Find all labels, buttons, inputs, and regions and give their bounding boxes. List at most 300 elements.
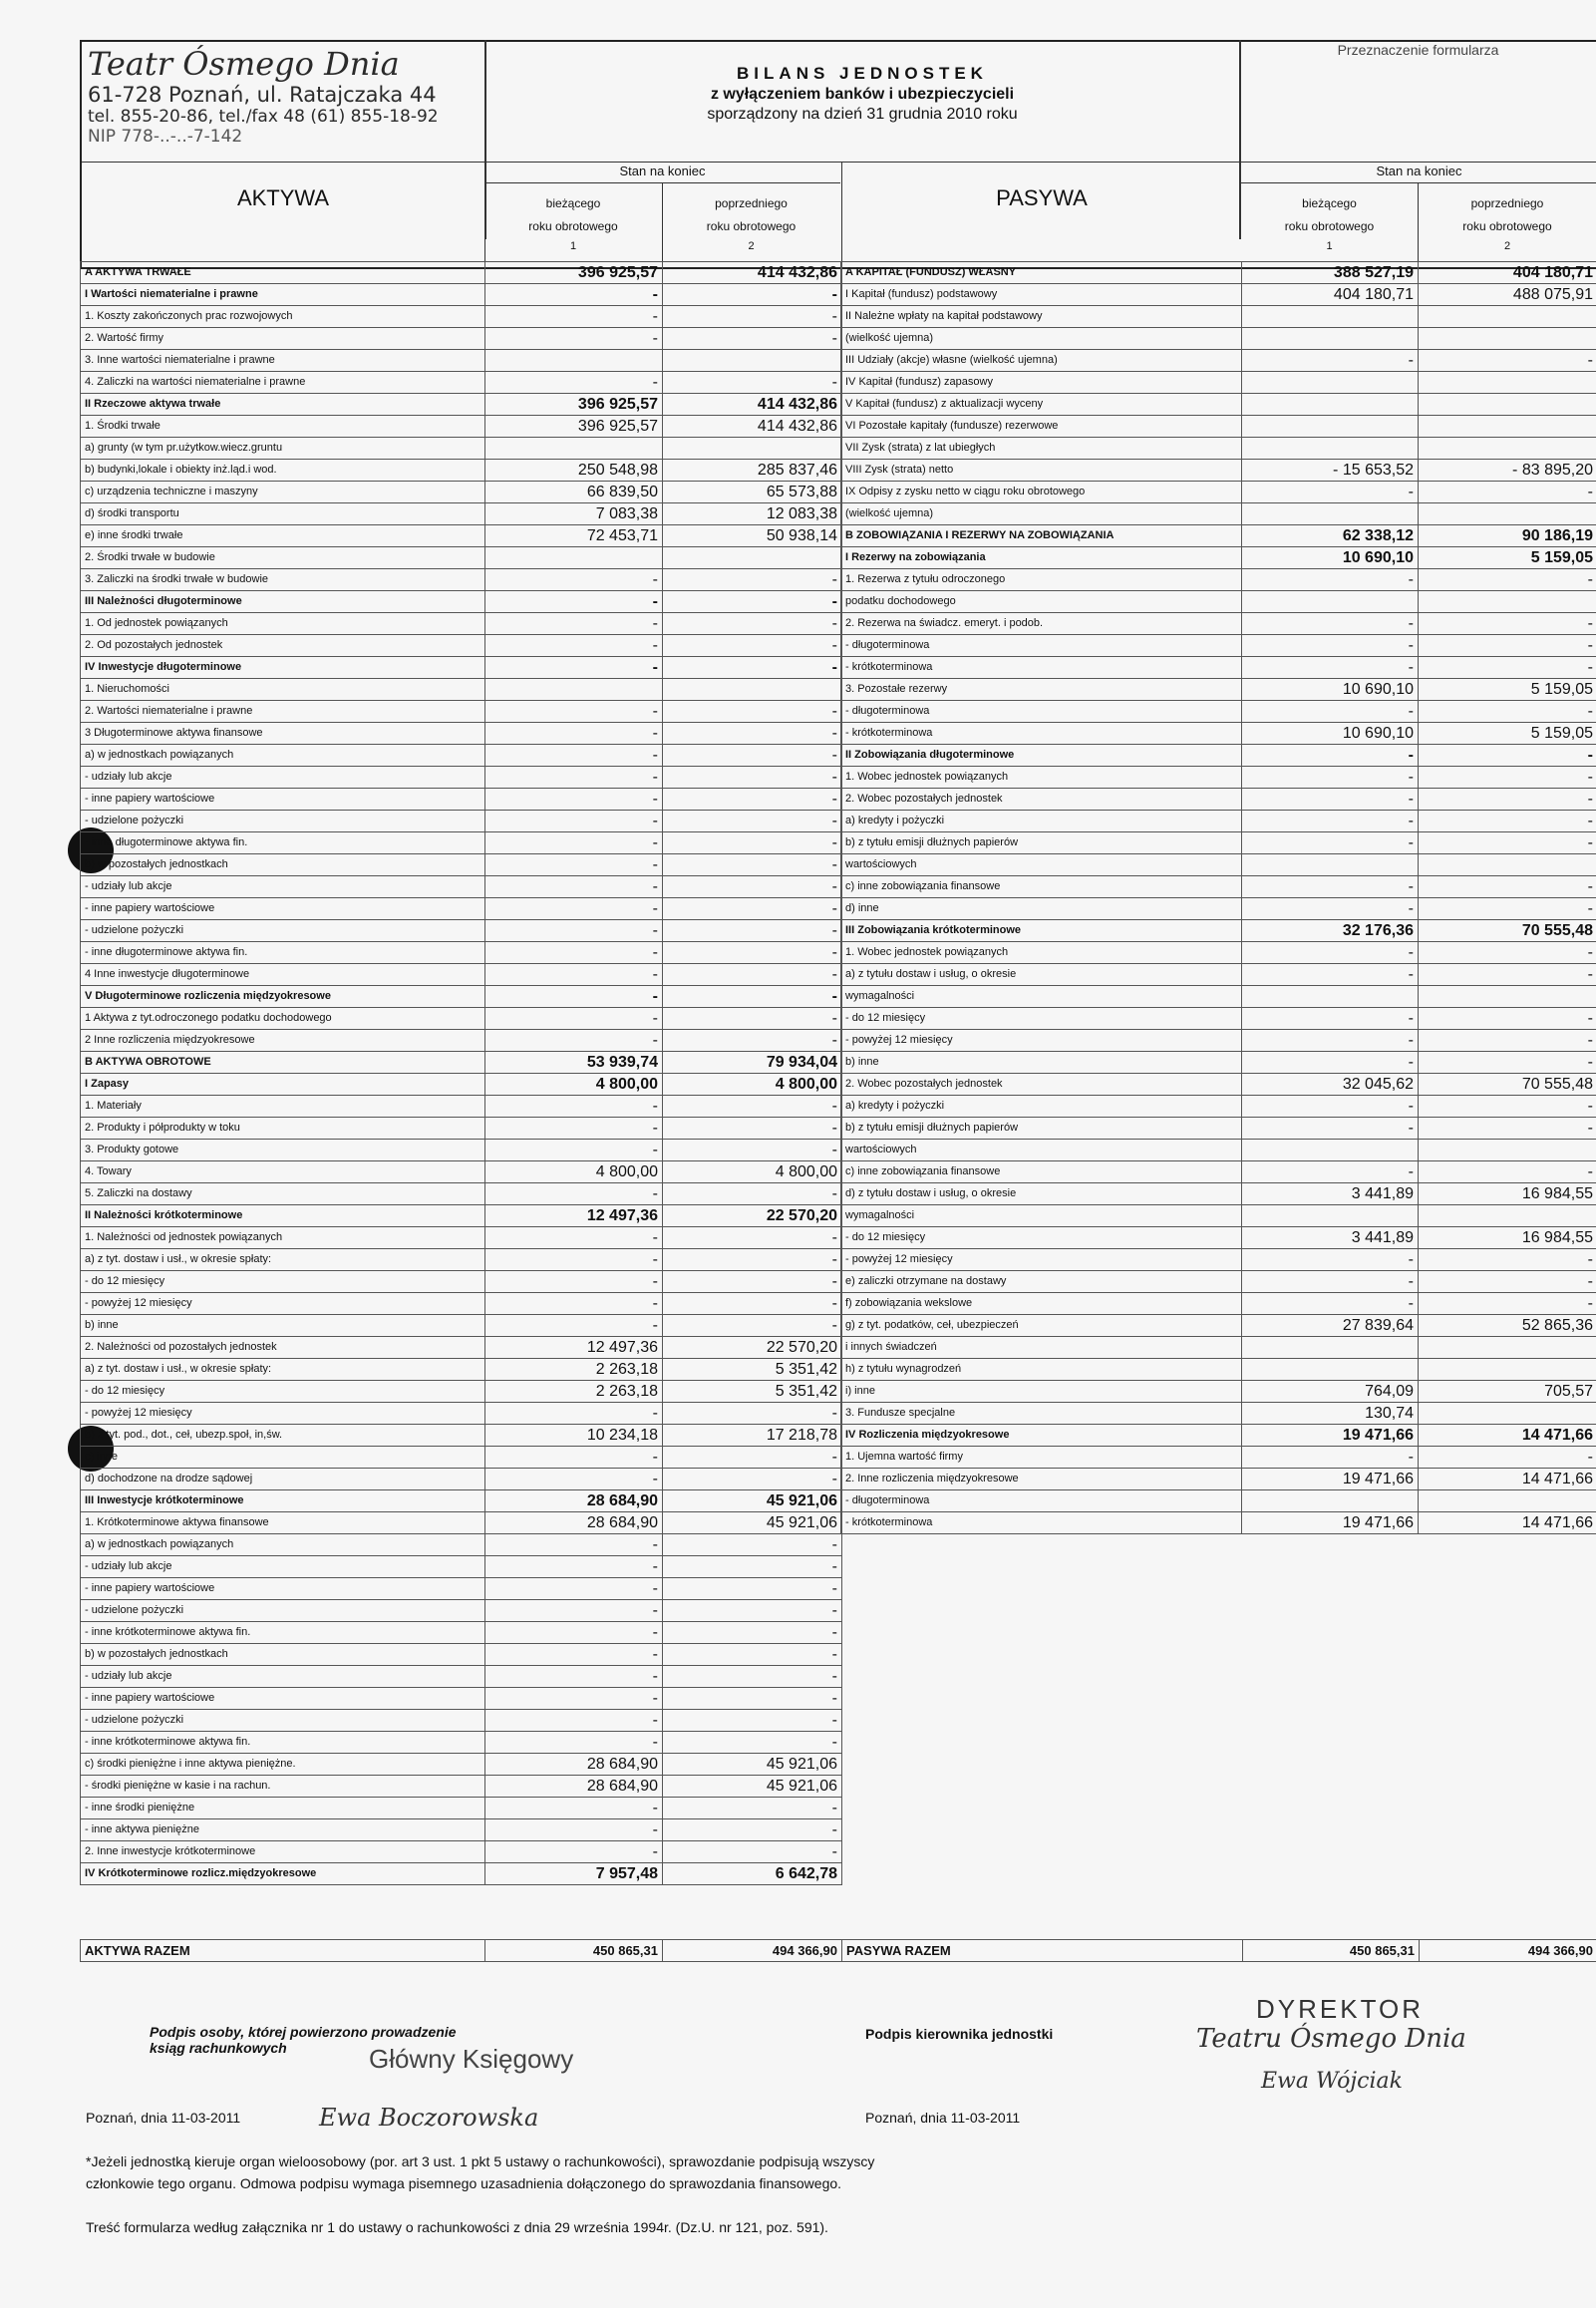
previous-year-value: - [1419,1008,1596,1030]
aktywa-row [81,1249,842,1271]
totals-table [80,1939,1596,1962]
place-date-right: Poznań, dnia 11-03-2011 [865,2110,1021,2126]
previous-year-value: 22 570,20 [663,1205,842,1227]
current-year-value: - [485,986,663,1008]
current-year-value: - [485,1469,663,1490]
current-year-value: 10 234,18 [485,1425,663,1447]
pasywa-row [841,1490,1596,1512]
current-year-value: - [1242,635,1419,657]
aktywa-razem-previous: 494 366,90 [663,1940,842,1962]
pasywa-row [841,942,1596,964]
aktywa-row [81,1118,842,1140]
current-year-value [1242,854,1419,876]
current-year-value: - [1242,1008,1419,1030]
current-year-value: - [1242,613,1419,635]
current-year-value: - [485,767,663,789]
row-label: - inne papiery wartościowe [81,1688,485,1710]
current-year-value: - [485,1710,663,1732]
row-label: b) inne [841,1052,1242,1074]
accountant-signature: Ewa Boczorowska [319,2104,539,2132]
current-year-value: 19 471,66 [1242,1512,1419,1534]
current-year-value: 32 045,62 [1242,1074,1419,1096]
previous-year-value: - [663,1710,842,1732]
row-label: a) w jednostkach powiązanych [81,745,485,767]
current-year-value: - [485,613,663,635]
previous-year-value: 45 921,06 [663,1754,842,1776]
previous-year-value: - [663,1644,842,1666]
previous-year-value: - [663,284,842,306]
current-year-value: 10 690,10 [1242,679,1419,701]
current-year-value [1242,1337,1419,1359]
current-year-value [1242,986,1419,1008]
pasywa-razem-previous: 494 366,90 [1420,1940,1596,1962]
current-year-value: 7 083,38 [485,503,663,525]
previous-year-value: 705,57 [1419,1381,1596,1403]
aktywa-row [81,1490,842,1512]
current-year-value: 12 497,36 [485,1337,663,1359]
aktywa-row [81,767,842,789]
previous-year-value: 16 984,55 [1419,1227,1596,1249]
aktywa-row [81,1556,842,1578]
totals-row [81,1940,1596,1962]
current-year-value: 388 527,19 [1242,262,1419,284]
row-label: 1. Rezerwa z tytułu odroczonego [841,569,1242,591]
previous-year-value: 12 083,38 [663,503,842,525]
row-label: 1. Wobec jednostek powiązanych [841,767,1242,789]
previous-year-value: - [1419,767,1596,789]
aktywa-row [81,876,842,898]
previous-year-value: - [663,701,842,723]
current-year-value: 396 925,57 [485,416,663,438]
row-label: 3 Długoterminowe aktywa finansowe [81,723,485,745]
current-year-value: - [1242,964,1419,986]
pasywa-row [841,767,1596,789]
row-label: - inne aktywa pieniężne [81,1819,485,1841]
row-label: 2. Inne inwestycje krótkoterminowe [81,1841,485,1863]
row-label: 1. Wobec jednostek powiązanych [841,942,1242,964]
aktywa-row [81,613,842,635]
aktywa-row [81,591,842,613]
previous-year-value: - [663,1030,842,1052]
previous-year-value: 79 934,04 [663,1052,842,1074]
previous-year-value: - [1419,964,1596,986]
row-label: a) z tyt. dostaw i usł., w okresie spłaty: [81,1359,485,1381]
pasywa-row [841,964,1596,986]
stan-label-left: Stan na koniec [619,164,706,178]
previous-year-value: 5 351,42 [663,1381,842,1403]
footnote-line-2: członkowie tego organu. Odmowa podpisu wymaga pisemnego uzasadnienia dołączonego do sprawozdania finansowego. [86,2175,842,2191]
previous-year-value [1419,1490,1596,1512]
row-label: - krótkoterminowa [841,657,1242,679]
row-label: III Udziały (akcje) własne (wielkość ujemna) [841,350,1242,372]
row-label: f) zobowiązania wekslowe [841,1293,1242,1315]
aktywa-row [81,1622,842,1644]
current-year-value: 2 263,18 [485,1359,663,1381]
previous-year-value: - [1419,1052,1596,1074]
row-label: VI Pozostałe kapitały (fundusze) rezerwowe [841,416,1242,438]
aktywa-row [81,1359,842,1381]
row-label: - inne długoterminowe aktywa fin. [81,942,485,964]
pasywa-row [841,1359,1596,1381]
current-year-value: - [485,964,663,986]
previous-year-value: - [663,1008,842,1030]
current-year-value: 3 441,89 [1242,1183,1419,1205]
aktywa-row [81,1512,842,1534]
row-label: IX Odpisy z zysku netto w ciągu roku obrotowego [841,482,1242,503]
current-year-value: - [485,723,663,745]
row-label: - krótkoterminowa [841,1512,1242,1534]
previous-year-value: - [1419,1249,1596,1271]
row-label: 2. Inne rozliczenia międzyokresowe [841,1469,1242,1490]
row-label: a) kredyty i pożyczki [841,1096,1242,1118]
previous-year-value: - [663,811,842,832]
current-year-value: - [485,1556,663,1578]
pasywa-row [841,525,1596,547]
current-year-value: - [1242,1293,1419,1315]
row-label: wartościowych [841,1140,1242,1161]
row-label: (wielkość ujemna) [841,328,1242,350]
aktywa-row [81,635,842,657]
aktywa-row [81,1381,842,1403]
current-year-value: 19 471,66 [1242,1469,1419,1490]
current-year-value: - [485,1666,663,1688]
current-year-value [1242,591,1419,613]
aktywa-row [81,1863,842,1885]
row-label: e) zaliczki otrzymane na dostawy [841,1271,1242,1293]
current-year-value: 28 684,90 [485,1490,663,1512]
stamp-organization: Teatr Ósmego Dnia 61-728 Poznań, ul. Ratajczaka 44 tel. 855-20-86, tel./fax 48 (61) 855-18-92 NIP 778-..-..-7-142 [88,45,439,147]
row-label: II Rzeczowe aktywa trwałe [81,394,485,416]
pasywa-row [841,1227,1596,1249]
row-label: II Należne wpłaty na kapitał podstawowy [841,306,1242,328]
row-label: d) z tytułu dostaw i usług, o okresie [841,1183,1242,1205]
row-label: c) inne [81,1447,485,1469]
aktywa-row [81,1425,842,1447]
previous-year-value: - [663,1798,842,1819]
row-label: 3. Pozostałe rezerwy [841,679,1242,701]
row-label: - inne papiery wartościowe [81,898,485,920]
row-label: III Należności długoterminowe [81,591,485,613]
previous-year-value: - [663,1293,842,1315]
pasywa-row [841,789,1596,811]
pasywa-row [841,1271,1596,1293]
pasywa-row [841,1183,1596,1205]
previous-year-value: - [663,964,842,986]
current-year-value: - [1242,657,1419,679]
previous-year-value: - [663,1315,842,1337]
document-title: BILANS JEDNOSTEK z wyłączeniem banków i ubezpieczycieli sporządzony na dzień 31 grudnia 2010 roku [707,64,1018,123]
current-year-value: 3 441,89 [1242,1227,1419,1249]
previous-year-value [1419,394,1596,416]
row-label: b) z tyt. pod., dot., ceł, ubezp.społ, in,św. [81,1425,485,1447]
aktywa-row [81,1600,842,1622]
row-label: 1. Należności od jednostek powiązanych [81,1227,485,1249]
pasywa-row [841,372,1596,394]
previous-year-value: - [663,1819,842,1841]
previous-year-value: 414 432,86 [663,394,842,416]
aktywa-row [81,898,842,920]
previous-year-value [1419,503,1596,525]
current-year-value: - [485,328,663,350]
previous-year-value: - [663,942,842,964]
current-year-value: - [1242,811,1419,832]
previous-year-value: 4 800,00 [663,1074,842,1096]
row-label: 2. Wobec pozostałych jednostek [841,789,1242,811]
row-label: 3. Inne wartości niematerialne i prawne [81,350,485,372]
pasywa-table [840,261,1596,1534]
aktywa-row [81,964,842,986]
previous-year-value: - [663,745,842,767]
previous-year-value: 16 984,55 [1419,1183,1596,1205]
aktywa-row [81,745,842,767]
previous-year-value: - [663,723,842,745]
previous-year-value: - [1419,350,1596,372]
current-year-value: 66 839,50 [485,482,663,503]
pasywa-row [841,591,1596,613]
current-year-value [1242,503,1419,525]
aktywa-row [81,1776,842,1798]
previous-year-value: - [663,1403,842,1425]
pasywa-row [841,898,1596,920]
row-label: - inne środki pieniężne [81,1798,485,1819]
row-label: - długoterminowa [841,635,1242,657]
previous-year-value: - [1419,1271,1596,1293]
current-year-value: - [1242,701,1419,723]
previous-year-value [1419,1337,1596,1359]
aktywa-row [81,1754,842,1776]
row-label: 2. Wartości niematerialne i prawne [81,701,485,723]
current-year-value: - [1242,1161,1419,1183]
current-year-value: 10 690,10 [1242,547,1419,569]
pasywa-row [841,635,1596,657]
previous-year-value: - [663,1118,842,1140]
previous-year-value: - [1419,569,1596,591]
current-year-value: - [485,811,663,832]
pasywa-row [841,854,1596,876]
aktywa-razem-label: AKTYWA RAZEM [81,1940,485,1962]
pasywa-row [841,1512,1596,1534]
row-label: B ZOBOWIĄZANIA I REZERWY NA ZOBOWIĄZANIA [841,525,1242,547]
previous-year-value: - [663,1183,842,1205]
pasywa-heading: PASYWA [996,185,1088,210]
aktywa-row [81,723,842,745]
row-label: - długoterminowa [841,701,1242,723]
previous-year-value: - [663,789,842,811]
aktywa-row [81,1688,842,1710]
previous-year-value: 5 351,42 [663,1359,842,1381]
current-year-value: - [485,1732,663,1754]
pasywa-row [841,1249,1596,1271]
row-label: I Rezerwy na zobowiązania [841,547,1242,569]
previous-year-value: 14 471,66 [1419,1425,1596,1447]
current-year-value: - [485,1403,663,1425]
aktywa-row [81,854,842,876]
pasywa-row [841,1315,1596,1337]
row-label: - długoterminowa [841,1490,1242,1512]
row-label: 3. Produkty gotowe [81,1140,485,1161]
row-label: - udziały lub akcje [81,1556,485,1578]
current-year-value: - [485,1183,663,1205]
current-year-value: - [485,1819,663,1841]
row-label: a) z tytułu dostaw i usług, o okresie [841,964,1242,986]
aktywa-row [81,1140,842,1161]
row-label: - do 12 miesięcy [81,1381,485,1403]
previous-year-value: 14 471,66 [1419,1469,1596,1490]
previous-year-value: 488 075,91 [1419,284,1596,306]
current-year-value: - [1242,1030,1419,1052]
row-label: 2. Od pozostałych jednostek [81,635,485,657]
current-year-value [1242,306,1419,328]
signature-label-left: Podpis osoby, której powierzono prowadzenie ksiąg rachunkowych [150,2024,457,2056]
previous-year-value [663,438,842,460]
row-label: - inne krótkoterminowe aktywa fin. [81,1622,485,1644]
pasywa-row [841,503,1596,525]
previous-year-value: - [663,854,842,876]
previous-year-value: - [663,832,842,854]
row-label: II Zobowiązania długoterminowe [841,745,1242,767]
previous-year-value: - [663,1688,842,1710]
previous-year-value: - [663,1622,842,1644]
current-year-value: - [485,1600,663,1622]
previous-year-value: 52 865,36 [1419,1315,1596,1337]
pasywa-row [841,986,1596,1008]
previous-year-value: - [1419,811,1596,832]
row-label: wartościowych [841,854,1242,876]
current-year-value: - [485,1118,663,1140]
previous-year-value: - [663,591,842,613]
row-label: b) w pozostałych jednostkach [81,854,485,876]
previous-year-value: 65 573,88 [663,482,842,503]
pasywa-row [841,394,1596,416]
previous-year-value: - [663,635,842,657]
row-label: III Inwestycje krótkoterminowe [81,1490,485,1512]
previous-year-value: 70 555,48 [1419,1074,1596,1096]
previous-year-value: - [663,569,842,591]
current-year-value: 4 800,00 [485,1161,663,1183]
aktywa-row [81,438,842,460]
row-label: - inne papiery wartościowe [81,789,485,811]
row-label: 2. Rezerwa na świadcz. emeryt. i podob. [841,613,1242,635]
current-year-value: - [1242,1271,1419,1293]
aktywa-row [81,679,842,701]
previous-year-value [663,350,842,372]
current-year-value: - [485,1249,663,1271]
current-year-value: - [485,657,663,679]
current-year-value [1242,438,1419,460]
row-label: 2. Wartość firmy [81,328,485,350]
current-year-value: 404 180,71 [1242,284,1419,306]
previous-year-value [1419,372,1596,394]
current-year-value: - [485,1271,663,1293]
row-label: c) inne zobowiązania finansowe [841,1161,1242,1183]
previous-year-value: 45 921,06 [663,1512,842,1534]
previous-year-value: - [1419,657,1596,679]
current-year-value: - [485,306,663,328]
place-date-left: Poznań, dnia 11-03-2011 [86,2110,241,2126]
previous-year-value: - [663,1578,842,1600]
aktywa-row [81,1271,842,1293]
pasywa-row [841,701,1596,723]
current-year-value [1242,1359,1419,1381]
previous-year-value: 70 555,48 [1419,920,1596,942]
aktywa-row [81,1447,842,1469]
row-label: 5. Zaliczki na dostawy [81,1183,485,1205]
current-year-value: - [485,635,663,657]
row-label: 1. Od jednostek powiązanych [81,613,485,635]
pasywa-row [841,832,1596,854]
aktywa-row [81,328,842,350]
previous-year-value: 22 570,20 [663,1337,842,1359]
row-label: 3. Fundusze specjalne [841,1403,1242,1425]
aktywa-table [80,261,842,1885]
row-label: 1 Aktywa z tyt.odroczonego podatku dochodowego [81,1008,485,1030]
row-label: - udziały lub akcje [81,876,485,898]
row-label: - udzielone pożyczki [81,1600,485,1622]
current-year-value: - [485,591,663,613]
current-year-value: - [1242,482,1419,503]
previous-year-value: - [1419,701,1596,723]
row-label: V Długoterminowe rozliczenia międzyokresowe [81,986,485,1008]
aktywa-row [81,986,842,1008]
aktywa-row [81,482,842,503]
current-year-value: - [485,898,663,920]
current-year-value: - [1242,1249,1419,1271]
current-year-value [485,350,663,372]
aktywa-row [81,1008,842,1030]
row-label: VIII Zysk (strata) netto [841,460,1242,482]
row-label: g) z tyt. podatków, ceł, ubezpieczeń [841,1315,1242,1337]
row-label: b) w pozostałych jednostkach [81,1644,485,1666]
row-label: b) z tytułu emisji dłużnych papierów [841,1118,1242,1140]
row-label: a) w jednostkach powiązanych [81,1534,485,1556]
pasywa-row [841,679,1596,701]
pasywa-row [841,657,1596,679]
previous-year-value: - [1419,635,1596,657]
previous-year-value: - [663,1841,842,1863]
row-label: - powyżej 12 miesięcy [81,1403,485,1425]
previous-year-value: - [1419,876,1596,898]
aktywa-row [81,920,842,942]
aktywa-row [81,1293,842,1315]
row-label: a) kredyty i pożyczki [841,811,1242,832]
aktywa-row [81,460,842,482]
current-year-value: 10 690,10 [1242,723,1419,745]
current-year-value: - [485,1227,663,1249]
pasywa-row [841,262,1596,284]
aktywa-row [81,1798,842,1819]
row-label: podatku dochodowego [841,591,1242,613]
previous-year-value [1419,416,1596,438]
aktywa-row [81,284,842,306]
previous-year-value: - [663,1227,842,1249]
current-year-value [485,547,663,569]
row-label: B AKTYWA OBROTOWE [81,1052,485,1074]
legal-basis-note: Treść formularza według załącznika nr 1 do ustawy o rachunkowości z dnia 29 września 1994r. (Dz.U. nr 121, poz. 591). [86,2219,828,2235]
row-label: - udzielone pożyczki [81,1710,485,1732]
previous-year-value: - [663,920,842,942]
previous-year-value [1419,1359,1596,1381]
current-year-value: - [1242,1052,1419,1074]
document-page: Teatr Ósmego Dnia 61-728 Poznań, ul. Ratajczaka 44 tel. 855-20-86, tel./fax 48 (61) 855-18-92 NIP 778-..-..-7-142 BILANS JEDNOSTEK z wyłączeniem banków i ubezpieczycieli sporządzony na dzień 31 grudnia 2010 roku Przeznaczenie formularza AKTYWA PASYWA Stan na koniec bieżącego roku obrotowego poprzedniego roku obrotowego 1 2 Stan na koniec bieżącego roku obrotowego poprzedniego roku obrotowego 1 2 A AKTYWA TRWAŁE 396 925,57 414 432,86 I Wartości niematerialne i prawne - - 1. Koszty zakończonych prac rozwojowych - - 2. Wartość firmy - - 3. Inne wartości niematerialne i prawne 4. Zaliczki na wartości niematerialne i prawne - - II Rzeczowe aktywa trwałe 396 925,57 414 432,86 1. Środki trwałe 396 925,57 414 432,86 a) grunty (w tym pr.użytkow.wiecz.gruntu b) budynki,lokale i obiekty inż.ląd.i wod. 250 548,98 285 837,46 c) urządzenia techniczne i maszyny 66 839,50 65 573,88 d) środki transportu 7 083,38 12 083,38 e) inne środki trwałe 72 453,71 50 938,14 2. Środki trwałe w budowie 3. Zaliczki na środki trwałe w budowie - - III Należności długoterminowe - - 1. Od jednostek powiązanych - - 2. Od pozostałych jednostek - - IV Inwestycje długoterminowe - - 1. Nieruchomości 2. Wartości niematerialne i prawne - - 3 Długoterminowe aktywa finansowe - - a) w jednostkach powiązanych - - - udziały lub akcje - - - inne papiery wartościowe - - - udzielone pożyczki - - - inne długoterminowe aktywa fin. - - b) w pozostałych jednostkach - - - udziały lub akcje - - - inne papiery wartościowe - - - udzielone pożyczki - - - inne długoterminowe aktywa fin. - - 4 Inne inwestycje długoterminowe - - V Długoterminowe rozliczenia międzyokresowe - - 1 Aktywa z tyt.odroczonego podatku dochodowego - - 2 Inne rozliczenia międzyokresowe - - B AKTYWA OBROTOWE 53 939,74 79 934,04 I Zapasy 4 800,00 4 800,00 1. Materiały - - 2. Produkty i półprodukty w toku - - 3. Produkty gotowe - - 4. Towary 4 800,00 4 800,00 5. Zaliczki na dostawy - - II Należności krótkoterminowe 12 497,36 22 570,20 1. Należności od jednostek powiązanych - - a) z tyt. dostaw i usł., w okresie spłaty: - - - do 12 miesięcy - - - powyżej 12 miesięcy - - b) inne - - 2. Należności od pozostałych jednostek 12 497,36 22 570,20 a) z tyt. dostaw i usł., w okresie spłaty: 2 263,18 5 351,42 - do 12 miesięcy 2 263,18 5 351,42 - powyżej 12 miesięcy - - b) z tyt. pod., dot., ceł, ubezp.społ, in,św. 10 234,18 17 218,78 c) inne - - d) dochodzone na drodze sądowej - - III Inwestycje krótkoterminowe 28 684,90 45 921,06 1. Krótkoterminowe aktywa finansowe 28 684,90 45 921,06 a) w jednostkach powiązanych - - - udziały lub akcje - - - inne papiery wartościowe - - - udzielone pożyczki - - - inne krótkoterminowe aktywa fin. - - b) w pozostałych jednostkach - - - udziały lub akcje - - - inne papiery wartościowe - - - udzielone pożyczki - - - inne krótkoterminowe aktywa fin. - - c) środki pieniężne i inne aktywa pieniężne. 28 684,90 45 921,06 - środki pieniężne w kasie i na rachun. 28 684,90 45 921,06 - inne środki pieniężne - - - inne aktywa pieniężne - - 2. Inne inwestycje krótkoterminowe - - IV Krótkoterminowe rozlicz.międzyokresowe 7 957,48 6 642,78 A KAPITAŁ (FUNDUSZ) WŁASNY 388 527,19 404 180,71 I Kapitał (fundusz) podstawowy 404 180,71 488 075,91 II Należne wpłaty na kapitał podstawowy (wielkość ujemna) III Udziały (akcje) własne (wielkość ujemna) - - IV Kapitał (fundusz) zapasowy V Kapitał (fundusz) z aktualizacji wyceny VI Pozostałe kapitały (fundusze) rezerwowe VII Zysk (strata) z lat ubiegłych VIII Zysk (strata) netto - 15 653,52 - 83 895,20 IX Odpisy z zysku netto w ciągu roku obrotowego - - (wielkość ujemna) B ZOBOWIĄZANIA I REZERWY NA ZOBOWIĄZANIA 62 338,12 90 186,19 I Rezerwy na zobowiązania 10 690,10 5 159,05 1. Rezerwa z tytułu odroczonego - - podatku dochodowego 2. Rezerwa na świadcz. emeryt. i podob. - - - długoterminowa - - - krótkoterminowa - - 3. Pozostałe rezerwy 10 690,10 5 159,05 - długoterminowa - - - krótkoterminowa 10 690,10 5 159,05 II Zobowiązania długoterminowe - - 1. Wobec jednostek powiązanych - - 2. Wobec pozostałych jednostek - - a) kredyty i pożyczki - - b) z tytułu emisji dłużnych papierów - - wartościowych c) inne zobowiązania finansowe - - d) inne - - III Zobowiązania krótkoterminowe 32 176,36 70 555,48 1. Wobec jednostek powiązanych - - a) z tytułu dostaw i usług, o okresie - - wymagalności - do 12 miesięcy - - - powyżej 12 miesięcy - - b) inne - - 2. Wobec pozostałych jednostek 32 045,62 70 555,48 a) kredyty i pożyczki - - b) z tytułu emisji dłużnych papierów - - wartościowych c) inne zobowiązania finansowe - - d) z tytułu dostaw i usług, o okresie 3 441,89 16 984,55 wymagalności - do 12 miesięcy 3 441,89 16 984,55 - powyżej 12 miesięcy - - e) zaliczki otrzymane na dostawy - - f) zobowiązania wekslowe - - g) z tyt. podatków, ceł, ubezpieczeń 27 839,64 52 865,36 i innych świadczeń h) z tytułu wynagrodzeń i) inne 764,09 705,57 3. Fundusze specjalne 130,74 IV Rozliczenia międzyokresowe 19 471,66 14 471,66 1. Ujemna wartość firmy - - 2. Inne rozliczenia międzyokresowe 19 471,66 14 471,66 - długoterminowa - krótkoterminowa 19 471,66 14 471,66 AKTYWA RAZEM 450 865,31 494 366,90 PASYWA RAZEM 450 865,31 494 366,90 Podpis osoby, której powierzono prowadzenie ksiąg rachunkowych Główny Księgowy Ewa Boczorowska Podpis kierownika jednostki DYREKTOR Teatru Ósmego Dnia Ewa Wójciak Poznań, dnia 11-03-2011 Poznań, dnia 11-03-2011 *Jeżeli jednostką kieruje organ wieloosobowy (por. art 3 ust. 1 pkt 5 ustawy o rachunkowości), sprawozdanie podpisują wszyscy członkowie tego organu. Odmowa podpisu wymaga pisemnego uzasadnienia dołączonego do sprawozdania finansowego. Treść formularza według załącznika nr 1 do ustawy o rachunkowości z dnia 29 września 1994r. (Dz.U. nr 121, poz. 591). [0,0,1596,2308]
aktywa-row [81,1578,842,1600]
signature-label-right: Podpis kierownika jednostki [865,2026,1054,2042]
current-year-value: 250 548,98 [485,460,663,482]
row-label: VII Zysk (strata) z lat ubiegłych [841,438,1242,460]
current-year-value: 53 939,74 [485,1052,663,1074]
previous-year-value: - [1419,745,1596,767]
pasywa-row [841,416,1596,438]
aktywa-row [81,1534,842,1556]
